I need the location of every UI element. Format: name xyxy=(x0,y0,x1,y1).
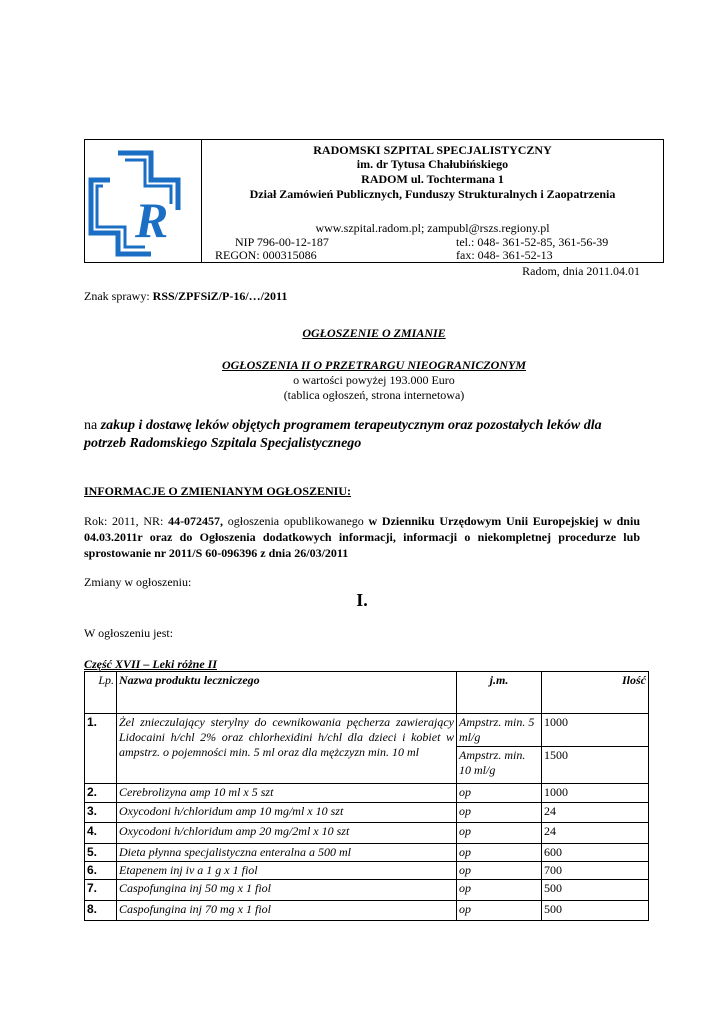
row-lp: 2. xyxy=(85,784,117,803)
info-journal: w Dzienniku Urzędowym Unii Europejskiej w dniu 04.03.2011r oraz do Ogłoszenia dodatkowych informacji, informacji o niekompletnej procedurze lub sprostowanie nr 2011/S 60-096396 z dnia 26/03/2011 xyxy=(84,514,640,560)
row-jm: op xyxy=(457,901,542,921)
placement-line: (tablica ogłoszeń, strona internetowa) xyxy=(283,388,465,402)
section-number: I. xyxy=(356,590,368,610)
letterhead xyxy=(84,139,664,263)
row-qty: 500 xyxy=(542,901,649,921)
hospital-cross-logo-icon xyxy=(85,140,201,262)
row-jm: Ampstrz. min. 10 ml/g xyxy=(457,747,542,784)
announcement-is-label: W ogłoszeniu jest: xyxy=(84,626,174,640)
subject-prefix: na xyxy=(84,418,101,433)
info-year: Rok: 2011, NR: xyxy=(84,514,169,528)
row-name: Oxycodoni h/chloridum amp 20 mg/2ml x 10 szt xyxy=(117,823,457,844)
org-department: Dział Zamówień Publicznych, Funduszy Strukturalnych i Zaopatrzenia xyxy=(249,187,616,201)
org-tel: tel.: 048- 361-52-85, 361-56-39 xyxy=(456,235,609,249)
logo-letter: R xyxy=(135,192,169,248)
row-jm: op xyxy=(457,784,542,803)
row-name: Etapenem inj iv a 1 g x 1 fiol xyxy=(117,862,457,880)
changes-label: Zmiany w ogłoszeniu: xyxy=(84,575,192,589)
table-row xyxy=(85,880,649,901)
row-lp: 8. xyxy=(85,901,117,921)
org-address: RADOM ul. Tochtermana 1 xyxy=(361,172,504,186)
row-lp: 4. xyxy=(85,823,117,844)
org-web-email: www.szpital.radom.pl; zampubl@rszs.regiony.pl xyxy=(315,221,550,235)
table-row xyxy=(85,862,649,880)
row-qty: 600 xyxy=(542,844,649,862)
org-fax: fax: 048- 361-52-13 xyxy=(456,248,553,262)
row-qty: 1500 xyxy=(542,747,649,784)
row-jm: Ampstrz. min. 5 ml/g xyxy=(457,714,542,747)
hospital-logo xyxy=(85,140,202,262)
org-patron: im. dr Tytusa Chałubińskiego xyxy=(356,157,509,171)
row-jm: op xyxy=(457,823,542,844)
subject-text: zakup i dostawę leków objętych programem terapeutycznym oraz pozostałych leków dla potrzeb Radomskiego Szpitala Specjalistycznego xyxy=(84,418,602,451)
table-row xyxy=(85,901,649,921)
org-name: RADOMSKI SZPITAL SPECJALISTYCZNY xyxy=(313,143,552,157)
row-qty: 1000 xyxy=(542,714,649,747)
table-header-row xyxy=(85,672,649,714)
row-qty: 700 xyxy=(542,862,649,880)
row-lp: 7. xyxy=(85,880,117,901)
row-lp: 6. xyxy=(85,862,117,880)
case-number xyxy=(84,289,287,304)
title-tender-notice: OGŁOSZENIA II O PRZETRARGU NIEOGRANICZONYM xyxy=(221,358,527,372)
case-label: Znak sprawy: xyxy=(84,289,153,303)
row-name: Żel znieczulający sterylny do cewnikowania pęcherza zawierający Lidocaini h/chl 2% oraz chlorhexidini h/chl dla dzieci i kobiet w ampstrz. o pojemności min. 5 ml oraz dla mężczyzn min. 10 ml xyxy=(117,714,457,784)
info-nr: 44-072457, xyxy=(168,514,224,528)
value-line: o wartości powyżej 193.000 Euro xyxy=(293,373,455,387)
products-table xyxy=(84,671,649,921)
row-lp: 3. xyxy=(85,803,117,823)
table-row xyxy=(85,784,649,803)
row-name: Caspofungina inj 70 mg x 1 fiol xyxy=(117,901,457,921)
table-row xyxy=(85,803,649,823)
row-jm: op xyxy=(457,880,542,901)
row-name: Oxycodoni h/chloridum amp 10 mg/ml x 10 szt xyxy=(117,803,457,823)
header-name: Nazwa produktu leczniczego xyxy=(117,672,457,714)
row-name: Cerebrolizyna amp 10 ml x 5 szt xyxy=(117,784,457,803)
org-regon: REGON: 000315086 xyxy=(215,248,317,262)
header-qty: Ilość xyxy=(542,672,649,714)
table-row xyxy=(85,823,649,844)
info-heading: INFORMACJE O ZMIENIANYM OGŁOSZENIU: xyxy=(84,484,352,498)
row-name: Caspofungina inj 50 mg x 1 fiol xyxy=(117,880,457,901)
row-qty: 24 xyxy=(542,803,649,823)
part-title: Część XVII – Leki różne II xyxy=(84,657,218,671)
subject-paragraph xyxy=(84,417,644,453)
row-qty: 1000 xyxy=(542,784,649,803)
row-qty: 500 xyxy=(542,880,649,901)
row-jm: op xyxy=(457,862,542,880)
row-name: Dieta płynna specjalistyczna enteralna a 500 ml xyxy=(117,844,457,862)
date-line: Radom, dnia 2011.04.01 xyxy=(522,264,640,278)
case-value: RSS/ZPFSiZ/P-16/…/2011 xyxy=(152,289,288,303)
header-jm: j.m. xyxy=(457,672,542,714)
row-jm: op xyxy=(457,844,542,862)
header-lp: Lp. xyxy=(85,672,117,714)
row-jm: op xyxy=(457,803,542,823)
info-published: ogłoszenia opublikowanego xyxy=(223,514,369,528)
table-row xyxy=(85,714,649,747)
info-paragraph xyxy=(84,513,640,561)
table-row xyxy=(85,844,649,862)
row-lp: 5. xyxy=(85,844,117,862)
row-lp: 1. xyxy=(85,714,117,784)
row-qty: 24 xyxy=(542,823,649,844)
letterhead-info xyxy=(202,140,663,262)
org-nip: NIP 796-00-12-187 xyxy=(235,235,329,249)
title-change-notice: OGŁOSZENIE O ZMIANIE xyxy=(302,326,446,340)
